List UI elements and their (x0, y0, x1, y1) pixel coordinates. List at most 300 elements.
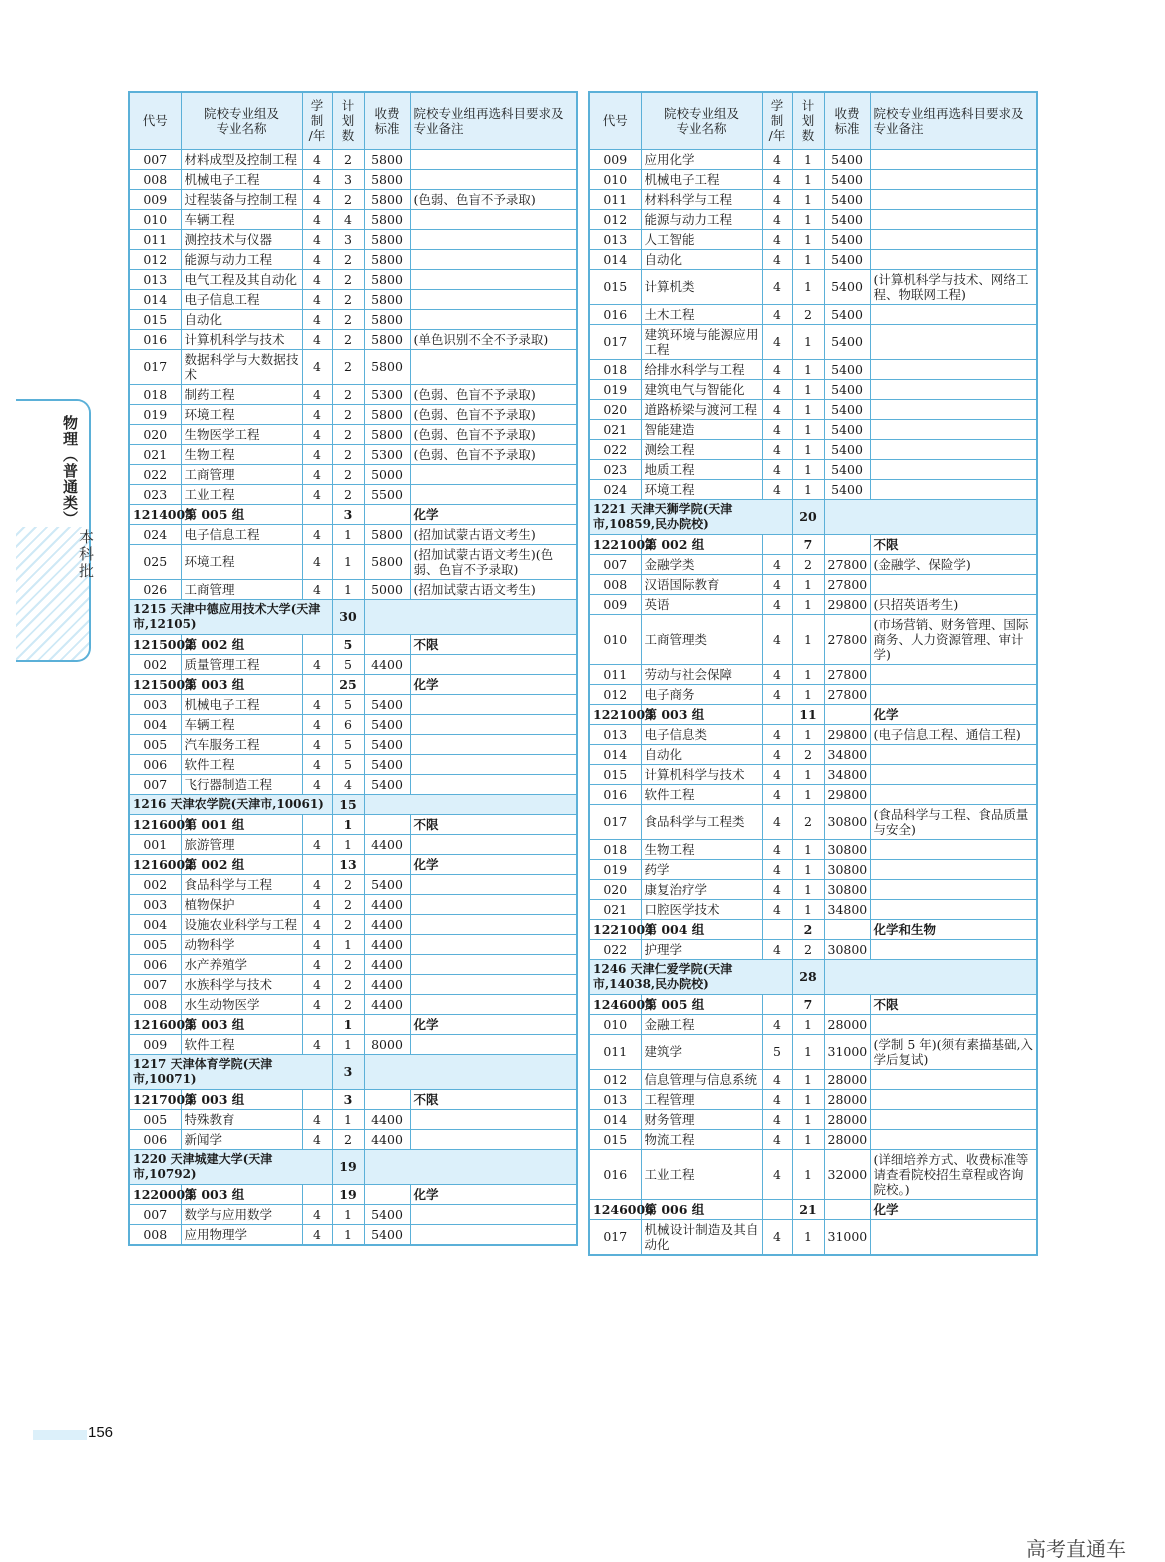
major-years: 4 (302, 1034, 332, 1054)
major-years: 4 (302, 874, 332, 894)
major-fee: 30800 (824, 804, 870, 839)
major-note (410, 1129, 577, 1149)
major-years: 4 (302, 914, 332, 934)
group-years-blank (302, 504, 332, 524)
major-note: (计算机科学与技术、网络工程、物联网工程) (870, 269, 1037, 304)
major-code: 021 (589, 419, 641, 439)
group-plan: 7 (792, 994, 824, 1014)
major-plan: 1 (332, 579, 364, 599)
major-row (129, 1129, 577, 1149)
major-plan: 1 (792, 664, 824, 684)
group-row (589, 534, 1037, 554)
header-code: 代号 (589, 92, 641, 149)
university-name: 1221 天津天狮学院(天津市,10859,民办院校) (589, 499, 792, 534)
major-code: 016 (589, 1149, 641, 1199)
major-note (870, 479, 1037, 499)
major-note: (学制 5 年)(须有素描基础,入学后复试) (870, 1034, 1037, 1069)
major-fee: 4400 (364, 894, 410, 914)
group-code: 1216001 (129, 814, 181, 834)
major-code: 008 (129, 1224, 181, 1245)
major-name: 飞行器制造工程 (181, 774, 302, 794)
major-years: 4 (762, 684, 792, 704)
group-code: 1221004 (589, 919, 641, 939)
major-row (129, 309, 577, 329)
major-row (129, 579, 577, 599)
major-row (129, 974, 577, 994)
group-years-blank (302, 674, 332, 694)
left-table-wrap (128, 91, 576, 1246)
group-requirement: 化学 (870, 704, 1037, 724)
major-years: 4 (762, 764, 792, 784)
group-name: 第 004 组 (641, 919, 762, 939)
major-code: 014 (589, 249, 641, 269)
major-row (589, 1069, 1037, 1089)
major-years: 4 (762, 304, 792, 324)
major-years: 4 (302, 579, 332, 599)
major-code: 014 (129, 289, 181, 309)
major-code: 022 (589, 939, 641, 959)
major-note (870, 379, 1037, 399)
major-plan: 1 (792, 459, 824, 479)
major-years: 4 (302, 209, 332, 229)
group-plan: 13 (332, 854, 364, 874)
major-name: 软件工程 (641, 784, 762, 804)
major-years: 4 (302, 229, 332, 249)
major-row (589, 684, 1037, 704)
major-code: 018 (589, 359, 641, 379)
major-code: 007 (129, 149, 181, 169)
major-name: 英语 (641, 594, 762, 614)
major-years: 4 (762, 744, 792, 764)
major-years: 4 (302, 249, 332, 269)
major-fee: 5300 (364, 444, 410, 464)
major-fee: 5400 (824, 169, 870, 189)
major-note: (市场营销、财务管理、国际商务、人力资源管理、审计学) (870, 614, 1037, 664)
major-fee: 5400 (824, 229, 870, 249)
major-plan: 1 (792, 269, 824, 304)
major-row (589, 399, 1037, 419)
major-note (870, 439, 1037, 459)
major-plan: 2 (332, 309, 364, 329)
university-name: 1246 天津仁爱学院(天津市,14038,民办院校) (589, 959, 792, 994)
group-name: 第 003 组 (641, 704, 762, 724)
major-name: 电气工程及其自动化 (181, 269, 302, 289)
major-note: (色弱、色盲不予录取) (410, 444, 577, 464)
major-code: 009 (589, 594, 641, 614)
group-code: 1214005 (129, 504, 181, 524)
major-note (410, 289, 577, 309)
major-name: 应用化学 (641, 149, 762, 169)
major-name: 财务管理 (641, 1109, 762, 1129)
major-years: 4 (302, 894, 332, 914)
group-requirement: 化学 (410, 504, 577, 524)
major-plan: 1 (792, 1149, 824, 1199)
major-code: 009 (129, 189, 181, 209)
major-row (129, 994, 577, 1014)
major-years: 4 (302, 1204, 332, 1224)
major-row (589, 1109, 1037, 1129)
major-code: 014 (589, 744, 641, 764)
major-row (129, 444, 577, 464)
major-note (870, 744, 1037, 764)
major-name: 自动化 (641, 744, 762, 764)
major-code: 020 (129, 424, 181, 444)
major-row (129, 209, 577, 229)
major-plan: 2 (792, 304, 824, 324)
major-fee: 5400 (364, 1204, 410, 1224)
major-plan: 2 (332, 384, 364, 404)
major-fee: 5400 (824, 439, 870, 459)
group-plan: 1 (332, 814, 364, 834)
major-plan: 5 (332, 754, 364, 774)
major-plan: 2 (332, 484, 364, 504)
major-name: 旅游管理 (181, 834, 302, 854)
major-note (410, 654, 577, 674)
major-note (870, 1129, 1037, 1149)
major-fee: 5400 (364, 874, 410, 894)
major-code: 016 (129, 329, 181, 349)
major-row (129, 934, 577, 954)
page-number: 156 (88, 1424, 114, 1441)
group-requirement: 化学 (410, 854, 577, 874)
group-code: 1216002 (129, 854, 181, 874)
major-code: 025 (129, 544, 181, 579)
group-plan: 3 (332, 1089, 364, 1109)
group-row (589, 919, 1037, 939)
header-requirement: 院校专业组再选科目要求及 专业备注 (870, 92, 1037, 149)
group-row (129, 634, 577, 654)
major-row (589, 359, 1037, 379)
major-note (410, 914, 577, 934)
major-name: 劳动与社会保障 (641, 664, 762, 684)
group-requirement: 不限 (410, 1089, 577, 1109)
major-code: 005 (129, 1109, 181, 1129)
major-code: 018 (129, 384, 181, 404)
major-fee: 5400 (364, 774, 410, 794)
table-header (129, 92, 577, 149)
group-plan: 19 (332, 1184, 364, 1204)
major-name: 护理学 (641, 939, 762, 959)
major-fee: 5400 (824, 269, 870, 304)
major-code: 009 (129, 1034, 181, 1054)
major-note (870, 149, 1037, 169)
group-row (129, 854, 577, 874)
major-years: 4 (762, 1129, 792, 1149)
major-note (870, 839, 1037, 859)
university-name: 1217 天津体育学院(天津市,10071) (129, 1054, 332, 1089)
major-row (589, 439, 1037, 459)
major-name: 软件工程 (181, 754, 302, 774)
major-note (410, 734, 577, 754)
university-row (589, 959, 1037, 994)
group-requirement: 化学 (410, 1014, 577, 1034)
major-plan: 1 (792, 859, 824, 879)
major-name: 动物科学 (181, 934, 302, 954)
group-fee-blank (364, 504, 410, 524)
major-name: 计算机类 (641, 269, 762, 304)
major-plan: 2 (332, 954, 364, 974)
major-row (129, 774, 577, 794)
major-row (589, 594, 1037, 614)
group-requirement: 不限 (410, 814, 577, 834)
major-years: 4 (762, 1219, 792, 1255)
university-name: 1216 天津农学院(天津市,10061) (129, 794, 332, 814)
major-row (589, 744, 1037, 764)
header-plan: 计 划 数 (332, 92, 364, 149)
major-note: (色弱、色盲不予录取) (410, 189, 577, 209)
group-plan: 5 (332, 634, 364, 654)
major-fee: 5300 (364, 384, 410, 404)
major-years: 4 (302, 994, 332, 1014)
major-plan: 1 (792, 1014, 824, 1034)
major-fee: 5800 (364, 349, 410, 384)
major-fee: 29800 (824, 594, 870, 614)
major-years: 4 (762, 859, 792, 879)
major-row (589, 149, 1037, 169)
university-blank (364, 1054, 577, 1089)
major-note (870, 324, 1037, 359)
major-note (870, 169, 1037, 189)
university-blank (364, 599, 577, 634)
major-name: 水生动物医学 (181, 994, 302, 1014)
major-code: 007 (129, 974, 181, 994)
university-plan: 19 (332, 1149, 364, 1184)
major-code: 023 (589, 459, 641, 479)
major-plan: 1 (332, 934, 364, 954)
major-years: 4 (762, 419, 792, 439)
group-plan: 1 (332, 1014, 364, 1034)
major-plan: 1 (792, 574, 824, 594)
major-plan: 1 (792, 764, 824, 784)
major-name: 建筑学 (641, 1034, 762, 1069)
major-years: 4 (762, 839, 792, 859)
major-row (589, 899, 1037, 919)
major-plan: 1 (792, 379, 824, 399)
major-row (129, 894, 577, 914)
major-plan: 1 (792, 784, 824, 804)
group-fee-blank (824, 1199, 870, 1219)
major-row (589, 1089, 1037, 1109)
major-row (129, 954, 577, 974)
group-years-blank (762, 919, 792, 939)
major-name: 道路桥梁与渡河工程 (641, 399, 762, 419)
major-row (129, 544, 577, 579)
group-years-blank (762, 994, 792, 1014)
major-row (129, 874, 577, 894)
major-code: 020 (589, 879, 641, 899)
group-fee-blank (364, 634, 410, 654)
major-fee: 4400 (364, 1109, 410, 1129)
major-row (589, 1014, 1037, 1034)
major-plan: 2 (332, 1129, 364, 1149)
major-name: 工商管理 (181, 579, 302, 599)
group-row (129, 814, 577, 834)
major-name: 人工智能 (641, 229, 762, 249)
major-code: 015 (589, 1129, 641, 1149)
major-row (589, 229, 1037, 249)
major-row (589, 249, 1037, 269)
major-years: 4 (302, 734, 332, 754)
major-row (589, 304, 1037, 324)
group-fee-blank (824, 994, 870, 1014)
major-fee: 5400 (824, 459, 870, 479)
major-fee: 5400 (824, 419, 870, 439)
major-code: 014 (589, 1109, 641, 1129)
major-plan: 2 (332, 444, 364, 464)
major-fee: 32000 (824, 1149, 870, 1199)
major-note (410, 894, 577, 914)
group-fee-blank (364, 854, 410, 874)
major-note (870, 664, 1037, 684)
major-fee: 4400 (364, 914, 410, 934)
major-row (129, 524, 577, 544)
university-plan: 3 (332, 1054, 364, 1089)
major-name: 工程管理 (641, 1089, 762, 1109)
major-plan: 1 (792, 1219, 824, 1255)
major-plan: 1 (792, 594, 824, 614)
major-row (129, 349, 577, 384)
major-fee: 5000 (364, 464, 410, 484)
header-name: 院校专业组及 专业名称 (641, 92, 762, 149)
major-plan: 2 (332, 329, 364, 349)
major-code: 024 (589, 479, 641, 499)
major-years: 4 (762, 724, 792, 744)
major-years: 4 (302, 269, 332, 289)
major-name: 金融工程 (641, 1014, 762, 1034)
major-code: 020 (589, 399, 641, 419)
major-years: 4 (762, 459, 792, 479)
major-years: 4 (762, 1014, 792, 1034)
major-name: 车辆工程 (181, 714, 302, 734)
major-years: 4 (302, 754, 332, 774)
group-requirement: 化学和生物 (870, 919, 1037, 939)
major-plan: 1 (792, 879, 824, 899)
major-code: 009 (589, 149, 641, 169)
group-row (129, 1014, 577, 1034)
group-row (129, 1184, 577, 1204)
major-row (129, 1204, 577, 1224)
major-fee: 5800 (364, 544, 410, 579)
major-code: 017 (589, 804, 641, 839)
major-name: 生物工程 (641, 839, 762, 859)
group-requirement: 化学 (410, 674, 577, 694)
major-years: 4 (762, 209, 792, 229)
header-years: 学 制 /年 (302, 92, 332, 149)
major-fee: 5800 (364, 229, 410, 249)
university-plan: 20 (792, 499, 824, 534)
group-name: 第 002 组 (181, 854, 302, 874)
major-note (870, 764, 1037, 784)
major-years: 4 (762, 359, 792, 379)
major-name: 电子商务 (641, 684, 762, 704)
major-fee: 5400 (364, 734, 410, 754)
major-name: 环境工程 (181, 404, 302, 424)
group-years-blank (302, 1184, 332, 1204)
major-name: 植物保护 (181, 894, 302, 914)
major-plan: 1 (792, 229, 824, 249)
major-years: 4 (302, 974, 332, 994)
major-note (410, 309, 577, 329)
major-plan: 1 (792, 899, 824, 919)
major-name: 机械电子工程 (181, 169, 302, 189)
major-note (410, 934, 577, 954)
major-plan: 2 (332, 994, 364, 1014)
major-code: 015 (589, 269, 641, 304)
university-plan: 28 (792, 959, 824, 994)
major-code: 003 (129, 894, 181, 914)
major-note (410, 169, 577, 189)
major-note (870, 229, 1037, 249)
major-code: 015 (129, 309, 181, 329)
group-fee-blank (364, 814, 410, 834)
major-name: 质量管理工程 (181, 654, 302, 674)
major-note (410, 974, 577, 994)
major-code: 010 (589, 169, 641, 189)
major-code: 011 (589, 1034, 641, 1069)
major-row (589, 764, 1037, 784)
group-fee-blank (364, 674, 410, 694)
major-plan: 3 (332, 229, 364, 249)
major-name: 制药工程 (181, 384, 302, 404)
group-row (129, 504, 577, 524)
major-note (410, 954, 577, 974)
major-name: 计算机科学与技术 (641, 764, 762, 784)
major-plan: 1 (792, 1069, 824, 1089)
major-row (589, 1129, 1037, 1149)
major-name: 工商管理类 (641, 614, 762, 664)
major-fee: 4400 (364, 974, 410, 994)
major-code: 017 (129, 349, 181, 384)
major-row (129, 229, 577, 249)
university-blank (364, 1149, 577, 1184)
major-name: 特殊教育 (181, 1109, 302, 1129)
major-row (129, 1109, 577, 1129)
group-code: 1216003 (129, 1014, 181, 1034)
major-code: 026 (129, 579, 181, 599)
major-code: 015 (589, 764, 641, 784)
major-code: 013 (589, 1089, 641, 1109)
major-years: 4 (302, 169, 332, 189)
group-code: 1221003 (589, 704, 641, 724)
major-fee: 27800 (824, 554, 870, 574)
major-row (589, 189, 1037, 209)
major-fee: 5400 (364, 694, 410, 714)
major-note (410, 269, 577, 289)
group-years-blank (762, 534, 792, 554)
major-fee: 27800 (824, 664, 870, 684)
major-note: (招加试蒙古语文考生)(色弱、色盲不予录取) (410, 544, 577, 579)
university-blank (824, 499, 1037, 534)
major-row (589, 269, 1037, 304)
major-row (129, 654, 577, 674)
major-fee: 5800 (364, 249, 410, 269)
major-years: 4 (762, 169, 792, 189)
university-row (589, 499, 1037, 534)
major-code: 013 (589, 724, 641, 744)
group-plan: 25 (332, 674, 364, 694)
major-fee: 5000 (364, 579, 410, 599)
major-plan: 2 (792, 939, 824, 959)
major-plan: 1 (792, 439, 824, 459)
major-row (589, 939, 1037, 959)
major-plan: 1 (792, 359, 824, 379)
major-fee: 34800 (824, 899, 870, 919)
major-name: 口腔医学技术 (641, 899, 762, 919)
major-name: 环境工程 (181, 544, 302, 579)
major-fee: 28000 (824, 1014, 870, 1034)
major-note (870, 1219, 1037, 1255)
header-requirement: 院校专业组再选科目要求及 专业备注 (410, 92, 577, 149)
